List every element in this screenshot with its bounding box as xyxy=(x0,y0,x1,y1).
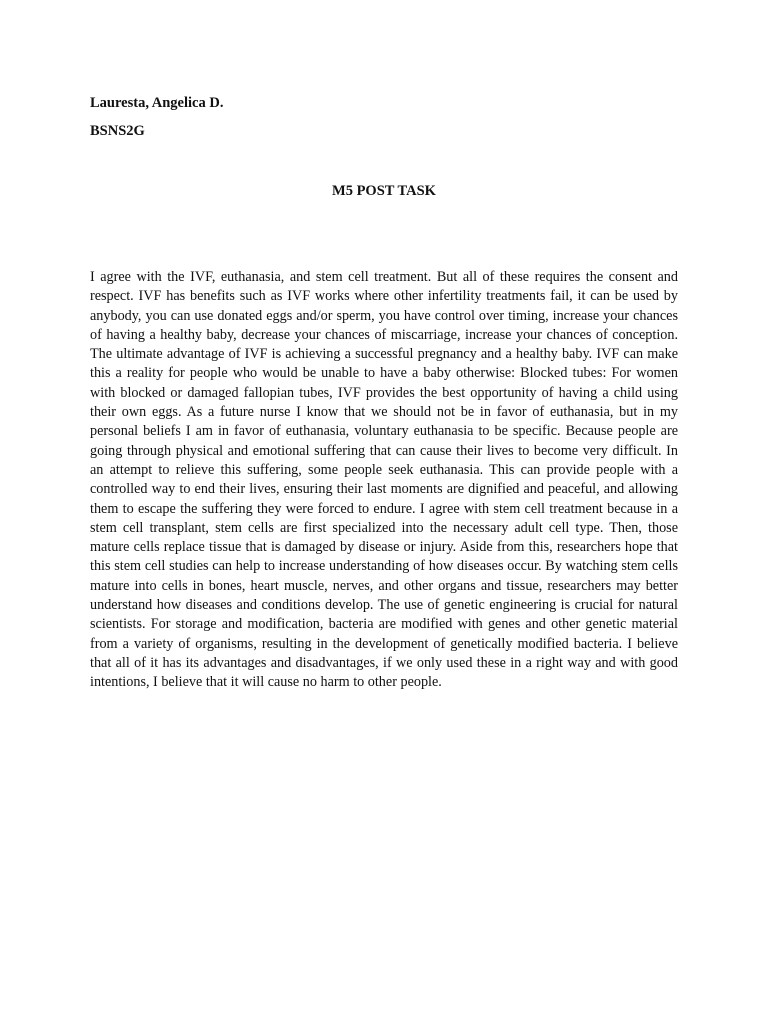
section-label: BSNS2G xyxy=(90,123,145,139)
document-title: M5 POST TASK xyxy=(332,183,436,199)
author-name: Lauresta, Angelica D. xyxy=(90,95,224,111)
body-paragraph: I agree with the IVF, euthanasia, and stem cell treatment. But all of these requires the consent and respect. IVF has benefits such as IVF works where other infertility treatments fail, it can be used by anybody, you can use donated eggs and/or sperm, you have control over timing, increase your chances of having a healthy baby, decrease your chances of miscarriage, increase your chances of conception. The ultimate advantage of IVF is achieving a successful pregnancy and a healthy baby. IVF can make this a reality for people who would be unable to have a baby otherwise: Blocked tubes: For women with blocked or damaged fallopian tubes, IVF provides the best opportunity of having a child using their own eggs. As a future nurse I know that we should not be in favor of euthanasia, but in my personal beliefs I am in favor of euthanasia, voluntary euthanasia to be specific. Because people are going through physical and emotional suffering that can cause their lives to become very difficult. In an attempt to relieve this suffering, some people seek euthanasia. This can provide people with a controlled way to end their lives, ensuring their last moments are dignified and peaceful, and allowing them to escape the suffering they were forced to endure. I agree with stem cell treatment because in a stem cell transplant, stem cells are first specialized into the necessary adult cell type. Then, those mature cells replace tissue that is damaged by disease or injury. Aside from this, researchers hope that this stem cell studies can help to increase understanding of how diseases occur. By watching stem cells mature into cells in bones, heart muscle, nerves, and other organs and tissue, researchers may better understand how diseases and conditions develop. The use of genetic engineering is crucial for natural scientists. For storage and modification, bacteria are modified with genes and other genetic material from a variety of organisms, resulting in the development of genetically modified bacteria. I believe that all of it has its advantages and disadvantages, if we only used these in a right way and with good intentions, I believe that it will cause no harm to other people. xyxy=(90,269,678,691)
